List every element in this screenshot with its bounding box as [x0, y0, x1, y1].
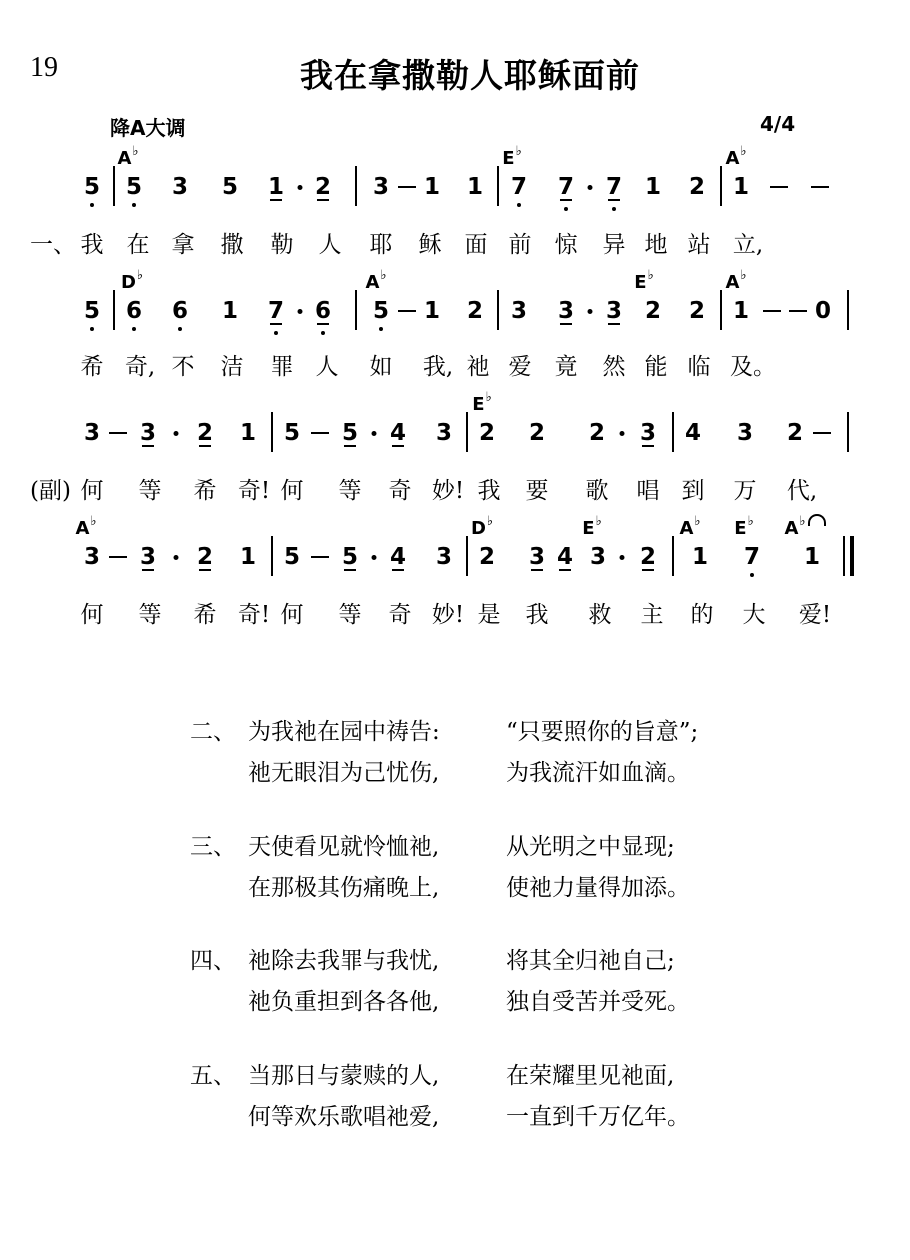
- note: 1: [267, 174, 285, 200]
- lyric: 奇,: [124, 354, 156, 380]
- note: 2: [196, 544, 214, 570]
- note: 7: [510, 174, 528, 200]
- lyric: 我: [525, 602, 549, 628]
- verse-line: 何等欢乐歌唱祂爱,: [248, 1104, 440, 1130]
- notation-row-3: [0, 390, 910, 458]
- chord-label: D♭: [470, 514, 494, 539]
- lyric: 何: [80, 602, 104, 628]
- verse-line: 天使看见就怜恤祂,: [248, 834, 440, 860]
- lyrics-row-2: [0, 348, 910, 382]
- dash: [398, 310, 416, 312]
- lyric: 祂: [466, 354, 490, 380]
- note: 3: [435, 420, 453, 446]
- dash: [109, 556, 127, 558]
- verse-line: 将其全归祂自己;: [506, 948, 675, 974]
- note: 3: [510, 298, 528, 324]
- note: 2: [688, 174, 706, 200]
- lyric: 勒: [270, 232, 294, 258]
- verse-number: 五、: [190, 1063, 236, 1089]
- note: 5: [283, 544, 301, 570]
- note: 6: [125, 298, 143, 324]
- lyric: 如: [369, 354, 393, 380]
- note: 6: [314, 298, 332, 324]
- note: 5: [341, 420, 359, 446]
- note: 3: [528, 544, 546, 570]
- note: 2: [639, 544, 657, 570]
- lyric: 惊: [554, 232, 578, 258]
- notation-row-2: [0, 268, 910, 336]
- chord-label: A♭: [679, 514, 701, 539]
- lyric: 妙!: [431, 478, 465, 504]
- note: 1: [466, 174, 484, 200]
- lyric: 前: [508, 232, 532, 258]
- verse-line: 为我流汗如血滴。: [506, 760, 690, 786]
- note: 2: [196, 420, 214, 446]
- lyric: 等: [138, 478, 162, 504]
- lyric: 等: [338, 478, 362, 504]
- note: 3: [171, 174, 189, 200]
- lyric: 奇!: [237, 478, 271, 504]
- verse-line: “只要照你的旨意”;: [506, 719, 699, 745]
- note: 5: [372, 298, 390, 324]
- barline: [355, 290, 357, 330]
- note: 2: [644, 298, 662, 324]
- barline: [672, 412, 674, 452]
- lyric: 何: [80, 478, 104, 504]
- lyric: 是: [477, 602, 501, 628]
- note: 0: [814, 298, 832, 324]
- dot: [372, 555, 377, 560]
- lyrics-row-3: [0, 472, 910, 506]
- lyric: 撒: [220, 232, 244, 258]
- verse-number: 三、: [190, 834, 236, 860]
- lyric: 的: [690, 602, 714, 628]
- lyric: 面: [464, 232, 488, 258]
- barline: [271, 412, 273, 452]
- note: 6: [171, 298, 189, 324]
- lyrics-row-4: [0, 596, 910, 630]
- note: 1: [239, 544, 257, 570]
- barline: [720, 166, 722, 206]
- page-number: 19: [30, 52, 58, 83]
- lyric: 不: [171, 354, 195, 380]
- note: 2: [688, 298, 706, 324]
- note: 4: [389, 544, 407, 570]
- dash: [109, 432, 127, 434]
- barline: [113, 166, 115, 206]
- barline: [720, 290, 722, 330]
- lyric: 及。: [730, 354, 776, 380]
- lyric: 在: [126, 232, 150, 258]
- chord-label: A♭: [117, 144, 139, 169]
- lyric: 耶: [369, 232, 393, 258]
- note: 1: [732, 174, 750, 200]
- lyric: 希: [80, 354, 104, 380]
- lyric: 等: [138, 602, 162, 628]
- note: 2: [478, 544, 496, 570]
- note: 4: [556, 544, 574, 570]
- lyric: 代,: [786, 478, 818, 504]
- lyric: 奇!: [237, 602, 271, 628]
- note: 4: [684, 420, 702, 446]
- lyric: 拿: [171, 232, 195, 258]
- time-signature: 4/4: [760, 112, 796, 136]
- lyric: 人: [315, 354, 339, 380]
- chord-label: E♭: [582, 514, 602, 539]
- verse-line: 独自受苦并受死。: [506, 989, 690, 1015]
- chord-label: D♭: [120, 268, 144, 293]
- lyric: 何: [280, 602, 304, 628]
- chord-label: A♭: [365, 268, 387, 293]
- lyric: 站: [687, 232, 711, 258]
- lyric: 洁: [220, 354, 244, 380]
- note: 3: [639, 420, 657, 446]
- dot: [588, 309, 593, 314]
- note: 1: [644, 174, 662, 200]
- note: 1: [221, 298, 239, 324]
- barline: [497, 290, 499, 330]
- lyric: 万: [733, 478, 757, 504]
- barline: [355, 166, 357, 206]
- note: 3: [83, 544, 101, 570]
- note: 5: [83, 298, 101, 324]
- lyric: 主: [640, 602, 664, 628]
- lyric: 唱: [636, 478, 660, 504]
- verse-number: 一、: [30, 232, 76, 258]
- lyric: 然: [602, 354, 626, 380]
- note: 1: [732, 298, 750, 324]
- note: 2: [588, 420, 606, 446]
- chord-label: E♭: [472, 390, 492, 415]
- barline: [497, 166, 499, 206]
- lyric: 我: [80, 232, 104, 258]
- chord-label: E♭: [734, 514, 754, 539]
- barline: [466, 412, 468, 452]
- lyric: 要: [525, 478, 549, 504]
- note: 5: [341, 544, 359, 570]
- chord-label: A♭: [725, 268, 747, 293]
- lyrics-row-1: [0, 226, 910, 260]
- note: 2: [478, 420, 496, 446]
- note: 2: [466, 298, 484, 324]
- dot: [620, 555, 625, 560]
- lyric: 我,: [422, 354, 454, 380]
- verse-line: 为我祂在园中祷告:: [248, 719, 440, 745]
- verse-line: 当那日与蒙赎的人,: [248, 1063, 440, 1089]
- lyric: 到: [681, 478, 705, 504]
- note: 1: [423, 298, 441, 324]
- note: 3: [736, 420, 754, 446]
- note: 3: [589, 544, 607, 570]
- note: 3: [605, 298, 623, 324]
- chord-label: A♭: [784, 514, 806, 539]
- dash: [311, 556, 329, 558]
- lyric: 竟: [554, 354, 578, 380]
- note: 5: [283, 420, 301, 446]
- chord-label: E♭: [634, 268, 654, 293]
- dot: [298, 309, 303, 314]
- lyric: 救: [588, 602, 612, 628]
- verse-line: 祂无眼泪为己忧伤,: [248, 760, 440, 786]
- dash: [763, 310, 781, 312]
- note: 7: [605, 174, 623, 200]
- lyric: 地: [644, 232, 668, 258]
- dot: [174, 555, 179, 560]
- note: 1: [423, 174, 441, 200]
- barline: [847, 290, 849, 330]
- verse-line: 从光明之中显现;: [506, 834, 675, 860]
- lyric: 希: [193, 478, 217, 504]
- dot: [174, 431, 179, 436]
- dash: [789, 310, 807, 312]
- lyric: 爱: [508, 354, 532, 380]
- note: 5: [221, 174, 239, 200]
- verse-line: 使祂力量得加添。: [506, 875, 690, 901]
- dash: [811, 186, 829, 188]
- barline: [271, 536, 273, 576]
- notation-row-4: [0, 514, 910, 582]
- dash: [398, 186, 416, 188]
- dash: [813, 432, 831, 434]
- lyric: 稣: [418, 232, 442, 258]
- lyric: 希: [193, 602, 217, 628]
- lyric: 爱!: [798, 602, 832, 628]
- verse-number: 四、: [190, 948, 236, 974]
- note: 1: [239, 420, 257, 446]
- chord-label: A♭: [725, 144, 747, 169]
- barline: [672, 536, 674, 576]
- notation-row-1: [0, 144, 910, 212]
- chorus-label: (副): [30, 478, 71, 504]
- note: 3: [372, 174, 390, 200]
- key-signature: 降A大调: [110, 116, 186, 140]
- note: 5: [83, 174, 101, 200]
- song-title: 我在拿撒勒人耶稣面前: [300, 56, 640, 95]
- note: 3: [435, 544, 453, 570]
- final-barline: [850, 536, 854, 576]
- note: 1: [691, 544, 709, 570]
- lyric: 何: [280, 478, 304, 504]
- note: 7: [557, 174, 575, 200]
- lyric: 能: [644, 354, 668, 380]
- note: 2: [528, 420, 546, 446]
- chord-label: A♭: [75, 514, 97, 539]
- lyric: 我: [477, 478, 501, 504]
- dash: [311, 432, 329, 434]
- dot: [298, 185, 303, 190]
- lyric: 大: [742, 602, 766, 628]
- barline: [847, 412, 849, 452]
- lyric: 妙!: [431, 602, 465, 628]
- verse-line: 祂除去我罪与我忧,: [248, 948, 440, 974]
- fermata-icon: [808, 514, 826, 526]
- lyric: 奇: [388, 602, 412, 628]
- lyric: 歌: [585, 478, 609, 504]
- note: 2: [314, 174, 332, 200]
- barline: [843, 536, 845, 576]
- note: 3: [557, 298, 575, 324]
- lyric: 人: [318, 232, 342, 258]
- note: 3: [139, 420, 157, 446]
- verse-line: 在荣耀里见祂面,: [506, 1063, 675, 1089]
- verse-number: 二、: [190, 719, 236, 745]
- note: 2: [786, 420, 804, 446]
- lyric: 罪: [270, 354, 294, 380]
- barline: [466, 536, 468, 576]
- note: 7: [743, 544, 761, 570]
- verse-line: 一直到千万亿年。: [506, 1104, 690, 1130]
- note: 3: [83, 420, 101, 446]
- dash: [770, 186, 788, 188]
- note: 3: [139, 544, 157, 570]
- note: 7: [267, 298, 285, 324]
- lyric: 奇: [388, 478, 412, 504]
- chord-label: E♭: [502, 144, 522, 169]
- lyric: 等: [338, 602, 362, 628]
- dot: [620, 431, 625, 436]
- note: 4: [389, 420, 407, 446]
- barline: [113, 290, 115, 330]
- lyric: 异: [602, 232, 626, 258]
- lyric: 立,: [732, 232, 764, 258]
- dot: [372, 431, 377, 436]
- note: 5: [125, 174, 143, 200]
- note: 1: [803, 544, 821, 570]
- lyric: 临: [687, 354, 711, 380]
- verse-line: 祂负重担到各各他,: [248, 989, 440, 1015]
- verse-line: 在那极其伤痛晚上,: [248, 875, 440, 901]
- dot: [588, 185, 593, 190]
